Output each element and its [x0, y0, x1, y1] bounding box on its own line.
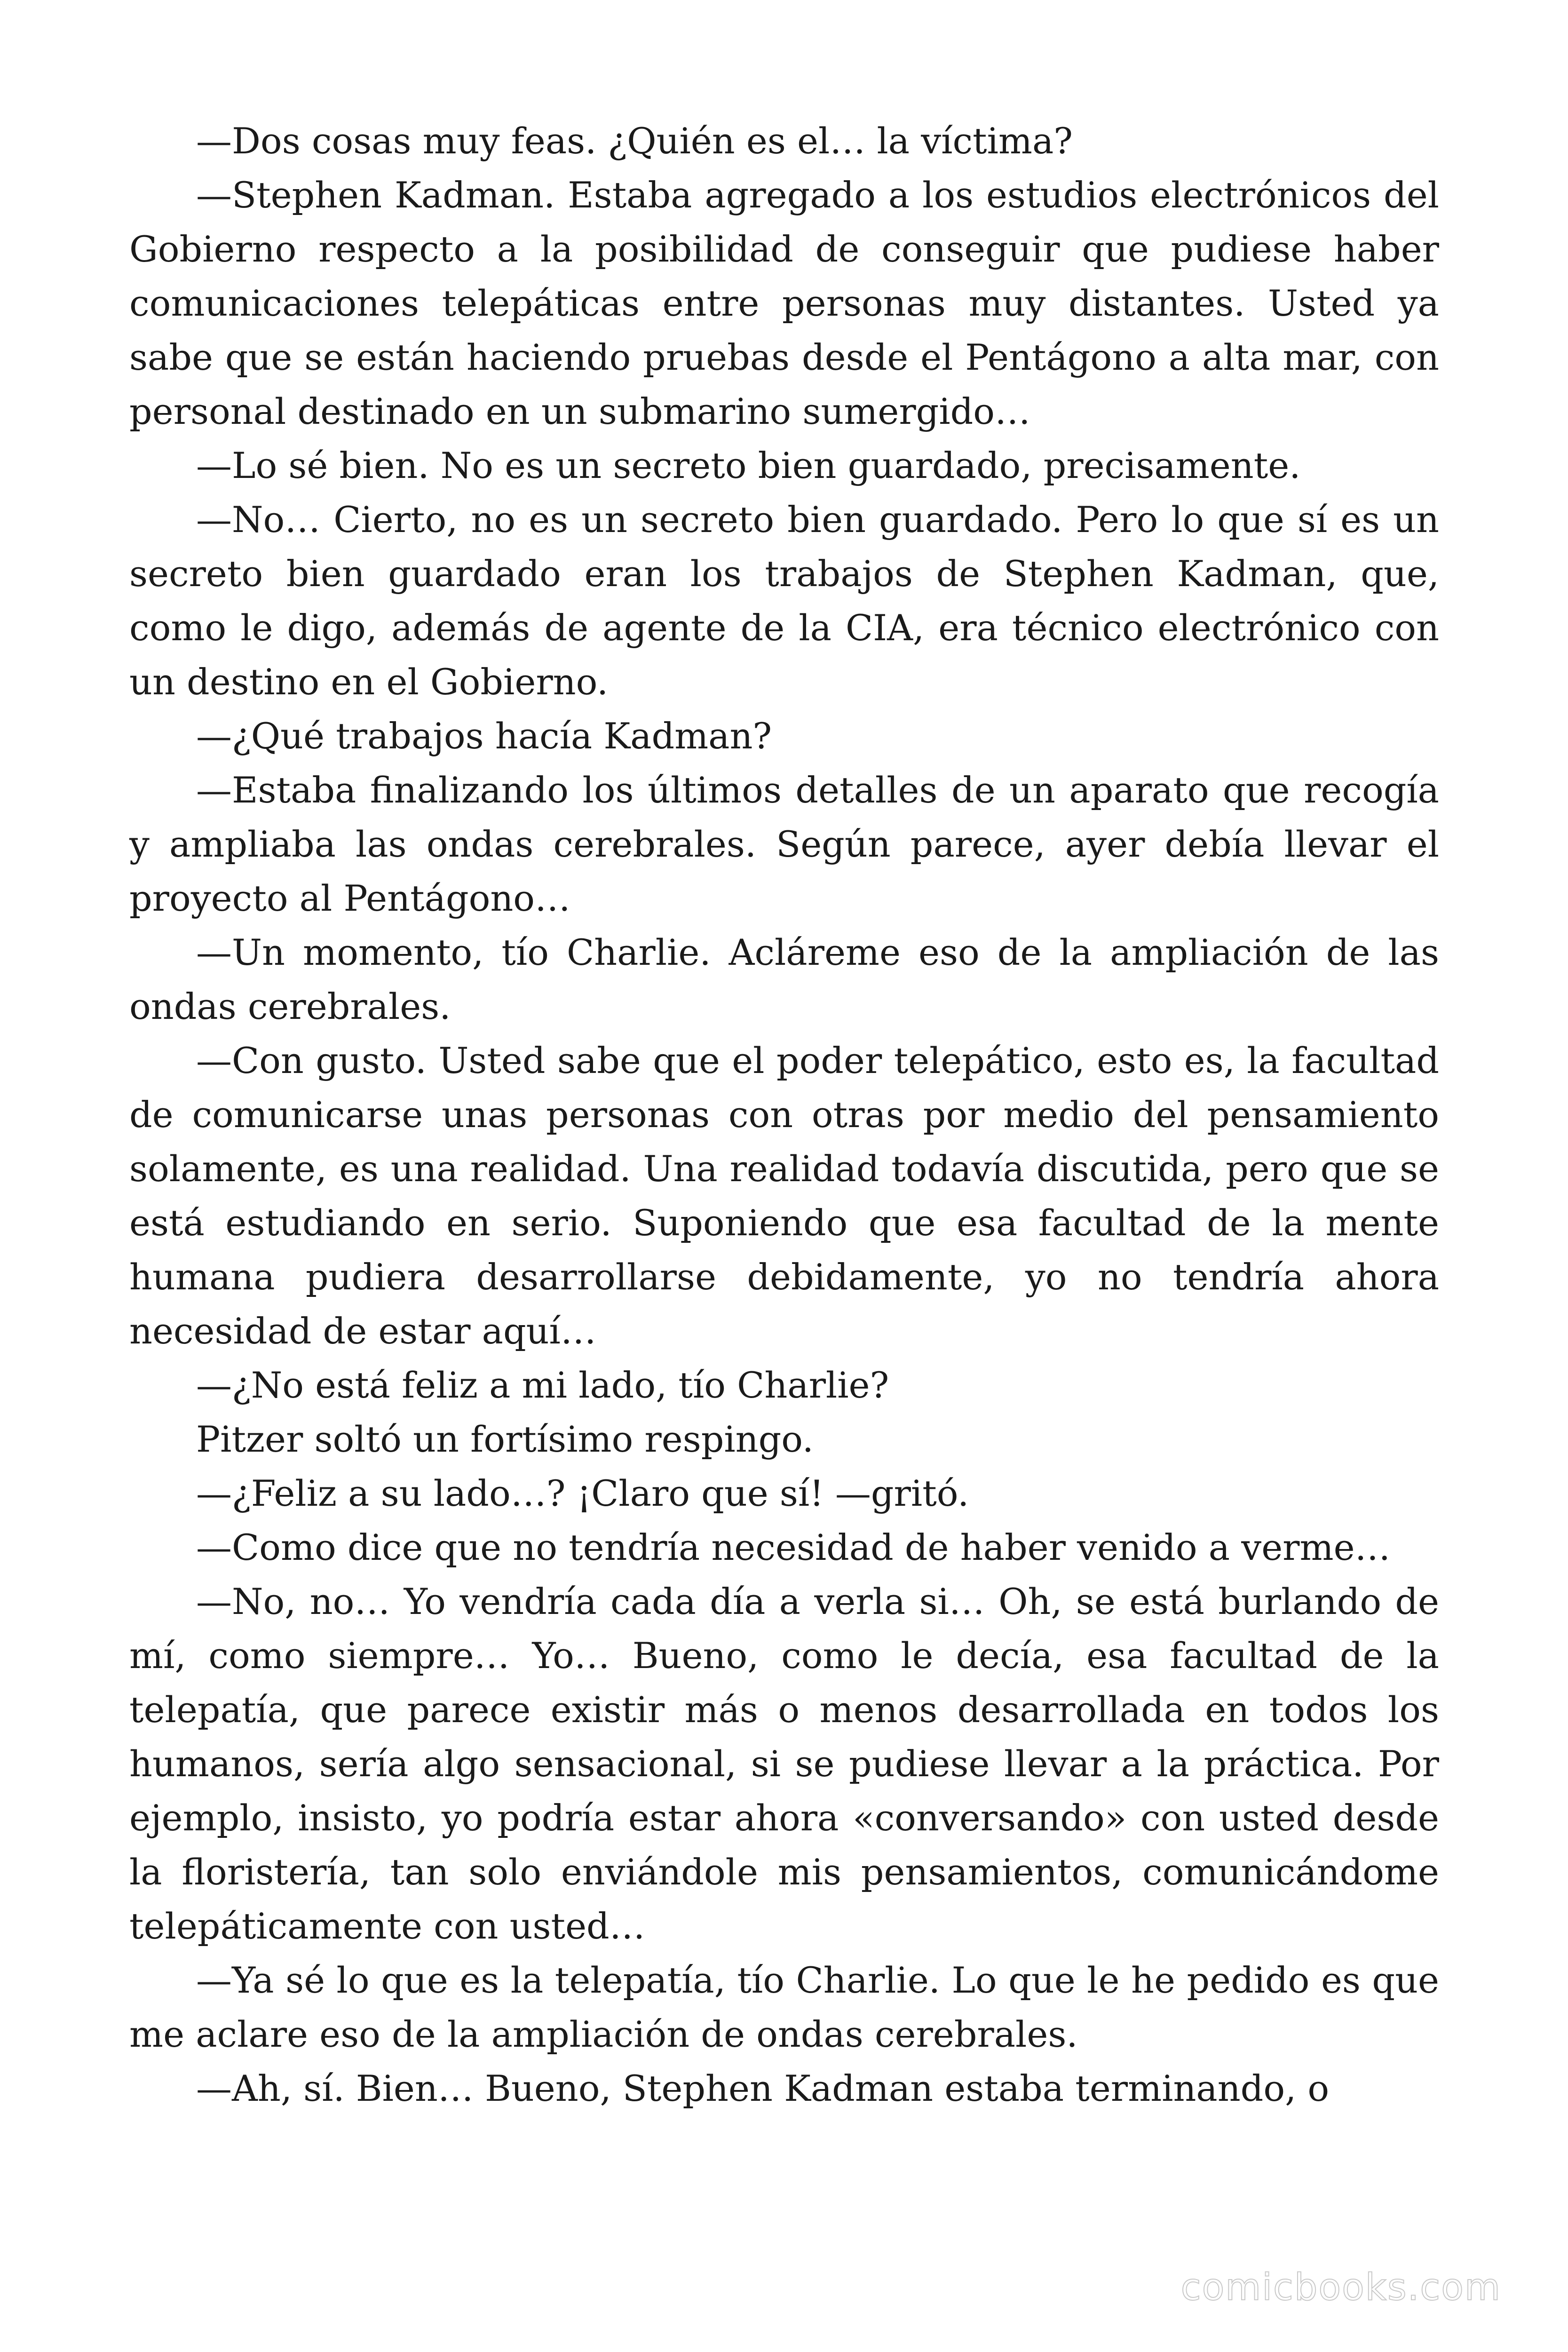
watermark: comicbooks.com — [1180, 2266, 1501, 2309]
paragraph: —No… Cierto, no es un secreto bien guardado. Pero lo que sí es un secreto bien guardado eran los trabajos de Stephen Kadman, que, como le digo, además de agente de la CIA, era técnico electrónico con un destino en el Gobierno. — [129, 499, 1439, 703]
paragraph: —Ya sé lo que es la telepatía, tío Charlie. Lo que le he pedido es que me aclare eso de la ampliación de ondas cerebrales. — [129, 1959, 1439, 2055]
paragraph: —Stephen Kadman. Estaba agregado a los estudios electrónicos del Gobierno respecto a la posibilidad de conseguir que pudiese haber comunicaciones telepáticas entre personas muy distantes. Usted ya sabe que se están haciendo pruebas desde el Pentágono a alta mar, con personal destinado en un submarino sumergido… — [129, 174, 1439, 432]
paragraph: —Estaba finalizando los últimos detalles de un aparato que recogía y ampliaba las ondas cerebrales. Según parece, ayer debía llevar el proyecto al Pentágono… — [129, 769, 1439, 919]
paragraph: Pitzer soltó un fortísimo respingo. — [196, 1418, 814, 1460]
page-text — [129, 114, 1439, 2115]
paragraph: —Dos cosas muy feas. ¿Quién es el… la víctima? — [196, 120, 1073, 162]
paragraph: —Ah, sí. Bien… Bueno, Stephen Kadman estaba terminando, o — [196, 2067, 1330, 2109]
paragraph: —¿Feliz a su lado…? ¡Claro que sí! —gritó. — [196, 1472, 969, 1514]
paragraph: —¿Qué trabajos hacía Kadman? — [196, 715, 772, 757]
paragraph: —Lo sé bien. No es un secreto bien guardado, precisamente. — [196, 445, 1301, 486]
paragraph: —Con gusto. Usted sabe que el poder telepático, esto es, la facultad de comunicarse unas personas con otras por medio del pensamiento solamente, es una realidad. Una realidad todavía discutida, pero que se está estudiando en serio. Suponiendo que esa facultad de la mente humana pudiera desarrollarse debidamente, yo no tendría ahora necesidad de estar aquí… — [129, 1040, 1439, 1352]
paragraph: —Como dice que no tendría necesidad de haber venido a verme… — [196, 1526, 1391, 1568]
paragraph: —No, no… Yo vendría cada día a verla si… Oh, se está burlando de mí, como siempre… Yo… Bueno, como le decía, esa facultad de la telepatía, que parece existir más o menos desarrollada en todos los humanos, sería algo sensacional, si se pudiese llevar a la práctica. Por ejemplo, insisto, yo podría estar ahora «conversando» con usted desde la floristería, tan solo enviándole mis pensamientos, comunicándome telepáticamente con usted… — [129, 1581, 1439, 1947]
paragraph: —¿No está feliz a mi lado, tío Charlie? — [196, 1364, 889, 1406]
paragraph: —Un momento, tío Charlie. Acláreme eso de la ampliación de las ondas cerebrales. — [129, 931, 1439, 1027]
